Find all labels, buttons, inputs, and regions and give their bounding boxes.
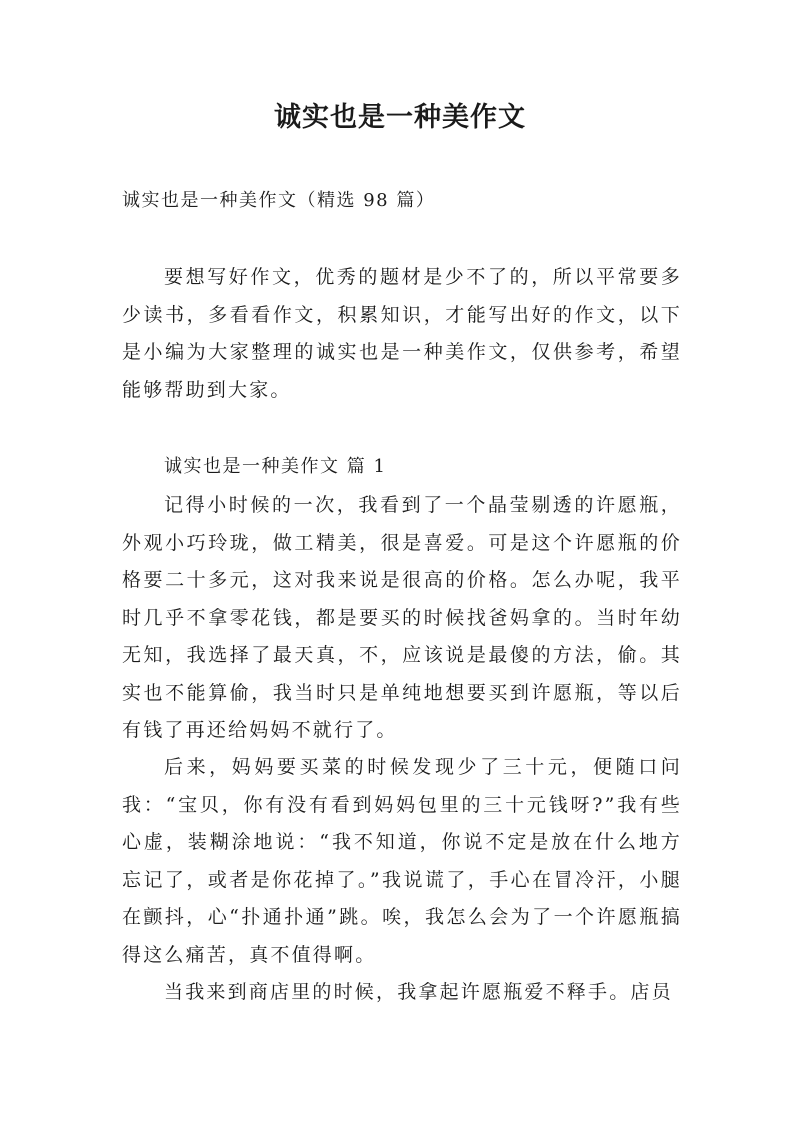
- body-paragraph-1: 记得小时候的一次，我看到了一个晶莹剔透的许愿瓶，外观小巧玲珑，做工精美，很是喜爱。可是这个许愿瓶的价格要二十多元，这对我来说是很高的价格。怎么办呢，我平时几乎不拿零花钱，都是要买的时候找爸妈拿的。当时年幼无知，我选择了最天真，不，应该说是最傻的方法，偷。其实也不能算偷，我当时只是单纯地想要买到许愿瓶，等以后有钱了再还给妈妈不就行了。: [122, 494, 682, 741]
- intro-paragraph: 要想写好作文，优秀的题材是少不了的，所以平常要多少读书，多看看作文，积累知识，才能写出好的作文，以下是小编为大家整理的诚实也是一种美作文，仅供参考，希望能够帮助到大家。: [122, 266, 682, 401]
- body-paragraph-3: 当我来到商店里的时候，我拿起许愿瓶爱不释手。店员: [164, 981, 673, 1003]
- document-subtitle: 诚实也是一种美作文（精选 98 篇）: [122, 190, 436, 211]
- body-paragraph-2: 后来，妈妈要买菜的时候发现少了三十元，便随口问我：“宝贝，你有没有看到妈妈包里的三十元钱呀?”我有些心虚，装糊涂地说：“我不知道，你说不定是放在什么地方忘记了，或者是你花掉了。”我说谎了，手心在冒冷汗，小腿在颤抖，心“扑通扑通”跳。唉，我怎么会为了一个许愿瓶搞得这么痛苦，真不值得啊。: [122, 756, 682, 966]
- section-heading: 诚实也是一种美作文 篇 1: [164, 456, 387, 477]
- document-title: 诚实也是一种美作文: [274, 102, 526, 133]
